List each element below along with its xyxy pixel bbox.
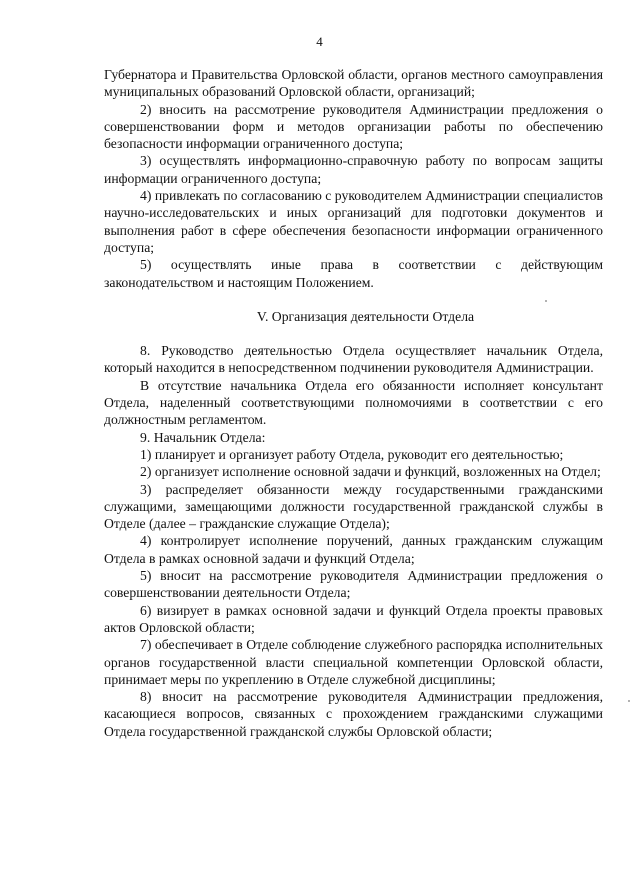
section-heading: V. Организация деятельности Отдела	[256, 308, 475, 324]
paragraph: 9. Начальник Отдела:	[140, 429, 266, 445]
paragraph: 8) вносит на рассмотрение руководителя Администрации предложения, касающиеся вопросов, связанных с прохождением гражданскими служащими Отдела государственной гражданской службы Орловской области;	[104, 689, 603, 739]
paragraph: 7) обеспечивает в Отделе соблюдение служебного распорядка исполнительных органов государственной власти специальной компетенции Орловской области, принимает меры по укреплению в Отделе служебной дисциплины;	[104, 637, 603, 687]
paragraph: 8. Руководство деятельностью Отдела осуществляет начальник Отдела, который находится в непосредственном подчинении руководителя Администрации.	[104, 343, 603, 376]
paragraph: В отсутствие начальника Отдела его обязанности исполняет консультант Отдела, наделенный соответствующими полномочиями в соответствии с его должностным регламентом.	[104, 377, 603, 428]
spacer	[104, 325, 603, 342]
paragraph: 5) вносит на рассмотрение руководителя Администрации предложения о совершенствовании деятельности Отдела;	[104, 568, 603, 601]
paragraph: 1) планирует и организует работу Отдела, руководит его деятельностью;	[140, 446, 564, 462]
spacer	[104, 291, 603, 308]
scan-speck	[628, 700, 630, 702]
scan-speck	[545, 300, 547, 302]
paragraph: 4) контролирует исполнение поручений, данных гражданским служащим Отдела в рамках основной задачи и функций Отдела;	[104, 533, 603, 566]
paragraph: 2) организует исполнение основной задачи и функций, возложенных на Отдел;	[140, 464, 601, 480]
paragraph: 5) осуществлять иные права в соответствии с действующим законодательством и настоящим Положением.	[104, 257, 603, 290]
document-body	[104, 66, 603, 740]
paragraph: 6) визирует в рамках основной задачи и функций Отдела проекты правовых актов Орловской области;	[104, 602, 603, 635]
paragraph: 2) вносить на рассмотрение руководителя Администрации предложения о совершенствовании форм и методов организации работы по обеспечению безопасности информации ограниченного доступа;	[104, 101, 603, 152]
page-number: 4	[316, 34, 323, 49]
paragraph: 3) распределяет обязанности между государственными гражданскими служащими, замещающими должности государственной гражданской службы в Отделе (далее – гражданские служащие Отдела);	[104, 481, 603, 532]
paragraph: 3) осуществлять информационно-справочную работу по вопросам защиты информации ограниченного доступа;	[104, 153, 603, 186]
paragraph: 4) привлекать по согласованию с руководителем Администрации специалистов научно-исследовательских и иных организаций для подготовки документов и выполнения работ в сфере обеспечения безопасности информации ограниченного доступа;	[104, 188, 603, 255]
paragraph: Губернатора и Правительства Орловской области, органов местного самоуправления муниципальных образований Орловской области, организаций;	[104, 67, 603, 100]
